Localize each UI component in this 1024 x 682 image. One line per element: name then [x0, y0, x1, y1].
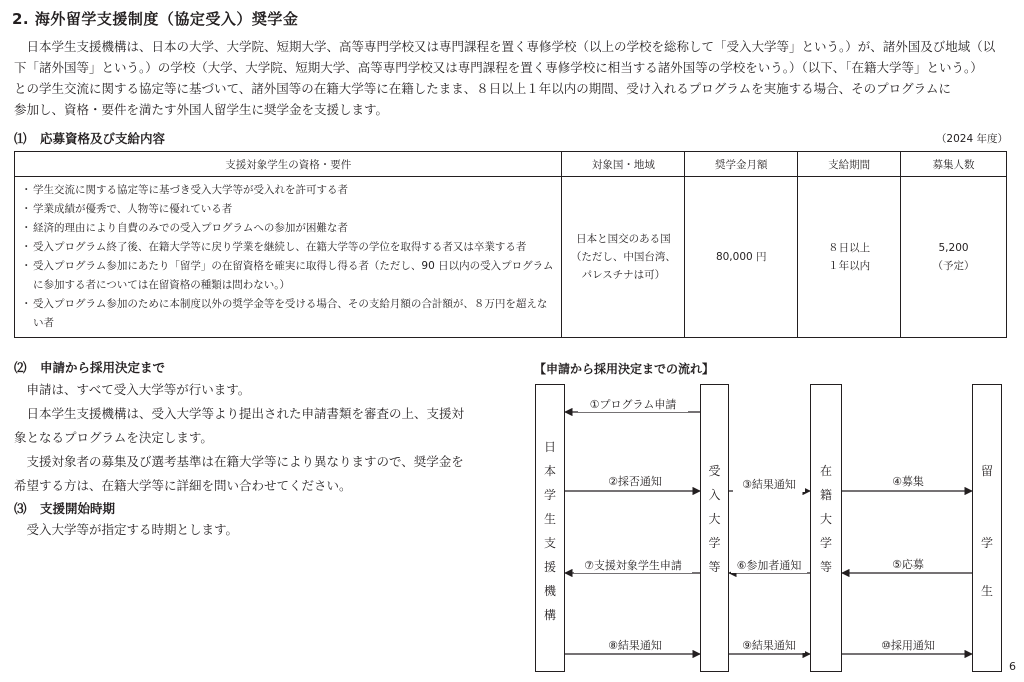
flow-step-4: ④募集: [870, 473, 946, 489]
node-char: 大: [819, 512, 832, 526]
page-number: 6: [1009, 660, 1016, 673]
header-requirements: 支援対象学生の資格・要件: [15, 152, 562, 177]
text-line: 日本学生支援機構は、受入大学等より提出された申請書類を審査の上、支援対: [14, 406, 465, 421]
subsection-number: ⑴: [14, 131, 27, 146]
requirement-item: ・ 受入プログラム参加にあたり「留学」の在留資格を確実に取得し得る者（ただし、90 日以内の受入プログラムに参加する者については在留資格の種類は問わない。）: [21, 257, 557, 295]
section-title: 2. 海外留学支援制度（協定受入）奨学金: [12, 10, 299, 28]
node-char: 籍: [819, 488, 832, 502]
requirement-item: ・ 学業成績が優秀で、人物等に優れている者: [21, 200, 557, 219]
node-char: 学: [708, 536, 721, 550]
node-char: 機: [543, 584, 556, 598]
flow-step-9: ⑨結果通知: [733, 637, 805, 653]
text-line: 支援対象者の募集及び選考基準は在籍大学等により異なりますので、奨学金を: [14, 454, 464, 469]
node-char: 等: [708, 560, 721, 574]
node-char: 留: [980, 464, 993, 478]
subsection-number: ⑵: [14, 360, 27, 375]
monthly-amount-cell: 80,000 円: [685, 177, 798, 338]
node-char: 入: [708, 488, 721, 502]
text-line: 象となるプログラムを決定します。: [14, 430, 213, 445]
header-monthly-amount: 奨学金月額: [685, 152, 798, 177]
flow-step-10: ⑩採用通知: [866, 637, 950, 653]
node-char: 構: [543, 608, 556, 622]
node-label: [536, 435, 564, 627]
intro-line: 日本学生支援機構は、日本の大学、大学院、短期大学、高等専門学校又は専門課程を置く専修学校（以上の学校を総称して「受入大学等」という。）が、諸外国及び地域（以: [14, 39, 996, 54]
node-char: 支: [543, 536, 556, 550]
intro-line: 参加し、資格・要件を満たす外国人留学生に奨学金を支援します。: [14, 102, 389, 117]
flow-step-3: ③結果通知: [733, 476, 805, 492]
subsection-number: ⑶: [14, 501, 27, 516]
intro-line: 下「諸外国等」という。）の学校（大学、大学院、短期大学、高等専門学校又は専門課程を置く専修学校に相当する諸外国等の学校をいう。）（以下、「在籍大学等」という。）: [14, 60, 983, 75]
node-home-university: [810, 384, 842, 672]
period-line: １年以内: [828, 260, 871, 272]
flow-step-5: ⑤応募: [870, 556, 946, 572]
node-char: 本: [543, 464, 556, 478]
flow-step-2: ②採否通知: [590, 473, 680, 489]
text-line: 申請は、すべて受入大学等が行います。: [14, 382, 251, 397]
flow-step-1: ①プログラム申請: [578, 396, 688, 412]
header-country: 対象国・地域: [562, 152, 685, 177]
text-line: 受入大学等が指定する時期とします。: [14, 522, 239, 537]
requirement-item: ・ 受入プログラム参加のために本制度以外の奨学金等を受ける場合、その支給月額の合計額が、８万円を超えない者: [21, 295, 557, 333]
node-label: [973, 459, 1001, 603]
node-char: 援: [543, 560, 556, 574]
node-char: 生: [980, 584, 993, 598]
text-line: 希望する方は、在籍大学等に詳細を問い合わせてください。: [14, 478, 352, 493]
node-char: 受: [708, 464, 721, 478]
node-char: 学: [980, 536, 993, 550]
flow-step-7: ⑦支援対象学生申請: [574, 557, 692, 573]
node-host-university: [700, 384, 729, 672]
node-char: 在: [819, 464, 832, 478]
header-period: 支給期間: [798, 152, 901, 177]
quota-line: （予定）: [932, 260, 975, 272]
node-jasso: [535, 384, 565, 672]
flow-step-8: ⑧結果通知: [590, 637, 680, 653]
node-char: 学: [543, 488, 556, 502]
node-student: [972, 384, 1002, 672]
flow-step-6: ⑥参加者通知: [731, 557, 807, 573]
node-char: 生: [543, 512, 556, 526]
requirement-item: ・ 受入プログラム終了後、在籍大学等に戻り学業を継続し、在籍大学等の学位を取得する者又は卒業する者: [21, 238, 557, 257]
header-quota: 募集人数: [901, 152, 1007, 177]
subsection-title: 応募資格及び支給内容: [40, 131, 166, 146]
requirement-item: ・ 経済的理由により自費のみでの受入プログラムへの参加が困難な者: [21, 219, 557, 238]
country-line: 日本と国交のある国: [576, 233, 671, 245]
flow-title: 【申請から採用決定までの流れ】: [534, 362, 715, 376]
fiscal-year-note: （2024 年度）: [935, 133, 1008, 145]
intro-line: との学生交流に関する協定等に基づいて、諸外国等の在籍大学等に在籍したまま、８日以上１年以内の期間、受け入れるプログラムを実施する場合、そのプログラムに: [14, 81, 952, 96]
country-line: パレスチナは可）: [581, 269, 666, 281]
node-char: 日: [543, 440, 556, 454]
node-label: [701, 459, 728, 579]
subsection-title: 支援開始時期: [40, 501, 116, 516]
node-char: 等: [819, 560, 832, 574]
subsection-title: 申請から採用決定まで: [40, 360, 166, 375]
node-label: [811, 459, 841, 579]
node-char: 学: [819, 536, 832, 550]
node-char: 大: [708, 512, 721, 526]
period-line: ８日以上: [828, 242, 871, 254]
requirement-item: ・ 学生交流に関する協定等に基づき受入大学等が受入れを許可する者: [21, 181, 557, 200]
quota-line: 5,200: [938, 242, 969, 254]
country-line: （ただし、中国台湾、: [570, 251, 676, 263]
